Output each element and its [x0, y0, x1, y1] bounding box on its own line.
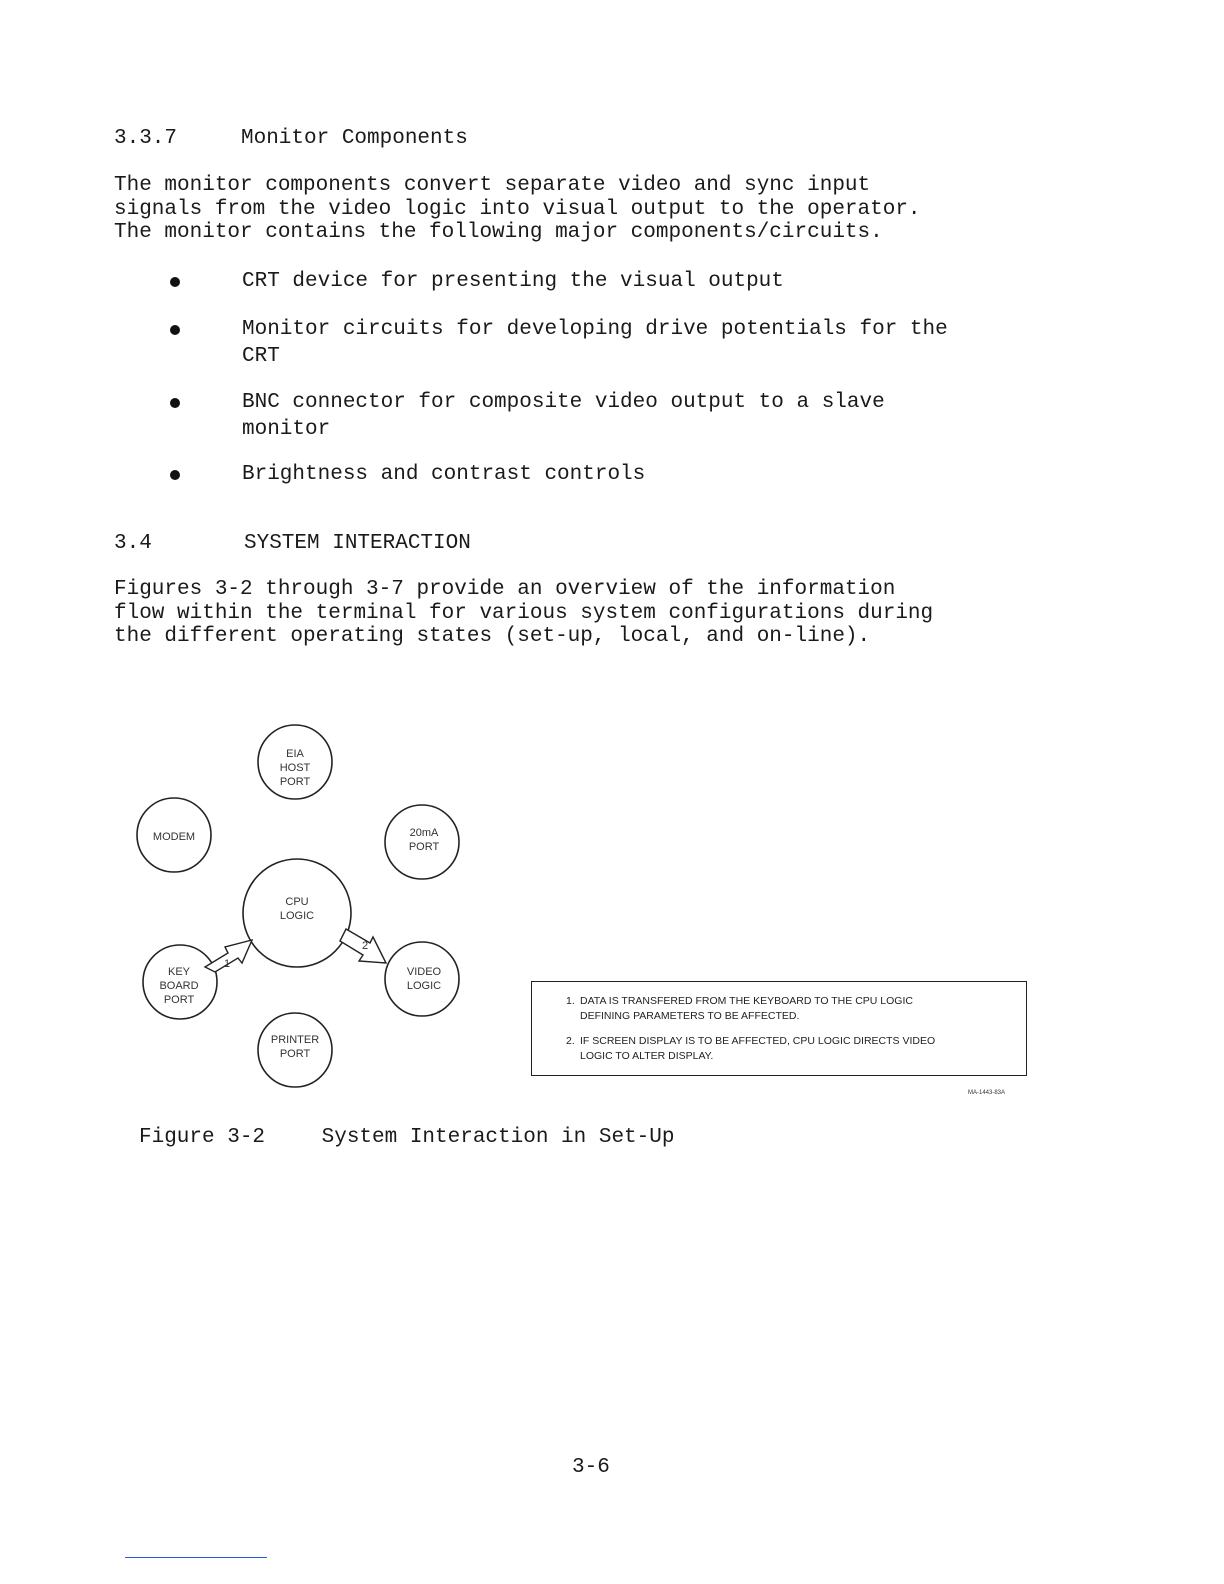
node-label: LOGIC	[406, 980, 442, 992]
node-label: EIA	[286, 748, 304, 760]
node-label: PORT	[163, 994, 195, 1006]
bullet-text: CRT device for presenting the visual output	[242, 270, 784, 293]
note-text: DEFINING PARAMETERS TO BE AFFECTED.	[580, 1010, 800, 1022]
diagram-notes-box	[531, 981, 1027, 1076]
node-label: LOGIC	[279, 910, 315, 922]
note-number: 2.	[566, 1035, 575, 1047]
bullet-text: BNC connector for composite video output to a slave	[242, 391, 885, 414]
figure-id: MA-1443-83A	[968, 1090, 1006, 1096]
bullet-dot	[170, 398, 180, 408]
paragraph-line: The monitor contains the following major components/circuits.	[114, 221, 883, 244]
section-title: Monitor Components	[241, 127, 468, 150]
paragraph-line: The monitor components convert separate video and sync input	[114, 174, 871, 197]
section-title: SYSTEM INTERACTION	[244, 532, 471, 555]
paragraph-line: flow within the terminal for various system configurations during	[114, 601, 934, 625]
node-label: CPU	[285, 896, 309, 908]
node-label: HOST	[279, 762, 311, 774]
paragraph-line: Figures 3-2 through 3-7 provide an overview of the information	[114, 578, 896, 601]
node-label: VIDEO	[406, 966, 442, 978]
bullet-dot	[170, 277, 180, 287]
section-number: 3.3.7	[114, 127, 178, 150]
video-logic-node	[385, 942, 459, 1016]
note-number: 1.	[566, 995, 575, 1007]
section-heading-3-4	[114, 532, 471, 555]
section-number: 3.4	[114, 532, 152, 555]
node-label: PORT	[279, 1048, 311, 1060]
node-label: BOARD	[159, 980, 199, 992]
node-label: PORT	[408, 841, 440, 853]
bullet-text: Monitor circuits for developing drive potentials for the	[242, 318, 948, 341]
bullet-dot	[170, 325, 180, 335]
node-label: MODEM	[152, 831, 196, 843]
arrow-label-2: 2	[362, 940, 369, 952]
bullet-text: Brightness and contrast controls	[242, 463, 646, 486]
page-number: 3-6	[572, 1456, 610, 1479]
figure-label: Figure 3-2	[139, 1126, 266, 1149]
figure-title: System Interaction in Set-Up	[321, 1126, 675, 1149]
bullet-text: monitor	[242, 418, 331, 441]
arrow-label-1: 1	[224, 958, 231, 970]
paragraph-line: the different operating states (set-up, local, and on-line).	[114, 625, 871, 648]
bullet-text: CRT	[242, 345, 280, 368]
node-label: PRINTER	[270, 1034, 320, 1046]
note-text: LOGIC TO ALTER DISPLAY.	[580, 1050, 714, 1062]
paragraph-line: signals from the video logic into visual output to the operator.	[114, 197, 921, 221]
bullet-dot	[170, 470, 180, 480]
system-interaction-paragraph	[114, 578, 1052, 649]
system-interaction-diagram	[120, 705, 490, 1105]
note-text: IF SCREEN DISPLAY IS TO BE AFFECTED, CPU LOGIC DIRECTS VIDEO	[580, 1035, 936, 1047]
section-heading-3-3-7	[114, 127, 468, 150]
node-label: 20mA	[409, 827, 439, 839]
node-label: KEY	[167, 966, 191, 978]
figure-caption	[139, 1126, 674, 1149]
monitor-components-paragraph	[114, 174, 1052, 245]
note-text: DATA IS TRANSFERED FROM THE KEYBOARD TO THE CPU LOGIC	[580, 995, 913, 1007]
node-label: PORT	[279, 776, 311, 788]
footer-rule	[125, 1557, 267, 1558]
